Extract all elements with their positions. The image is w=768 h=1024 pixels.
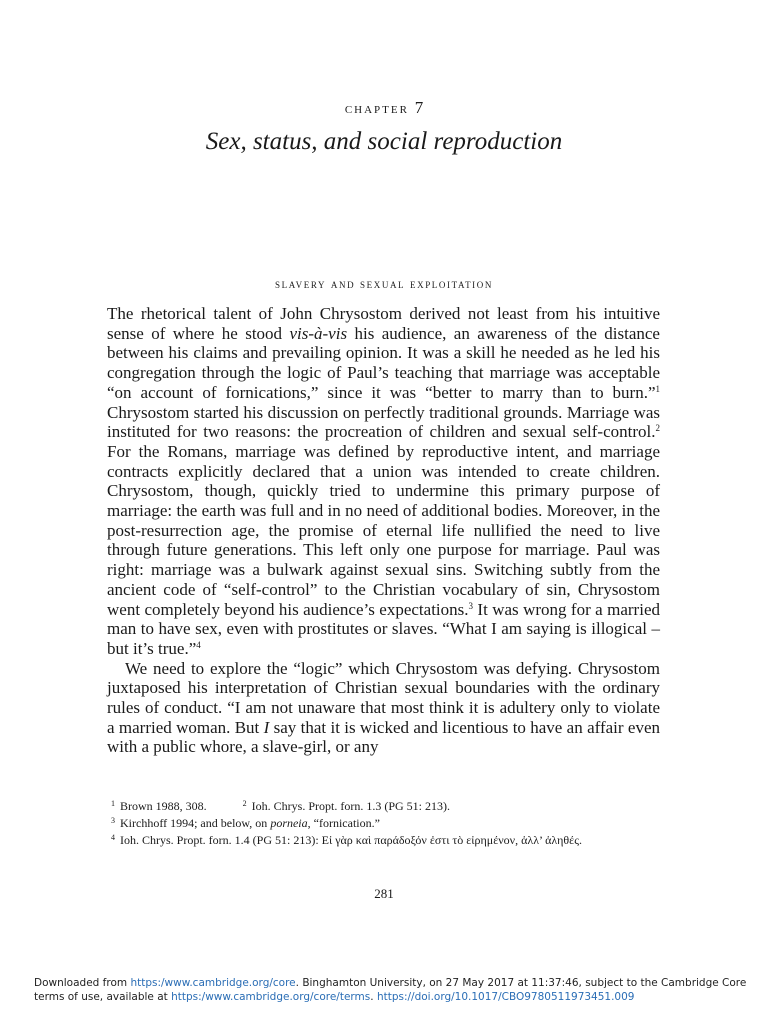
footnote-line-3 [107,832,707,849]
text-run: The rhetorical talent of John Chrysostom derived not least from his intuitive sense of where he stood [107,304,660,343]
doi-link[interactable]: https://doi.org/10.1017/CBO9780511973451.009 [376,991,635,1003]
terms-link[interactable]: https:/www.cambridge.org/core/terms [171,991,371,1003]
chapter-title: Sex, status, and social reproduction [205,128,563,155]
footnote-4: Ioh. Chrys. Propt. forn. 1.4 (PG 51: 213): Εἰ γὰρ καὶ παράδοξόν ἐστι τὸ εἰρημένον, ἀλλ’ ἀληθές. [120,833,582,847]
notice-text: . [370,991,377,1003]
body-text [107,304,660,757]
footnote-ref-2[interactable]: 2 [655,423,660,434]
text-run: his audience, an awareness of the distance between his claims and prevailing opinion. It was a skill he needed as he led his congregation through the logic of Paul’s teaching that marriage was acceptable “on account of fornications,” since it was “better to marry than to burn.” [107,323,660,402]
footnote-mark-1: 1 [111,799,115,808]
footnote-line-1 [107,798,707,815]
paragraph-2 [107,659,660,758]
page-number: 281 [374,886,394,901]
chapter-word: chapter [344,101,409,117]
text-run: We need to explore the “logic” which Chrysostom was defying. Chrysostom juxtaposed his interpretation of Christian sexual boundaries with the ordinary rules of conduct. “I am not unaware that most think it is adultery only to violate a married woman. But [107,658,660,737]
cambridge-core-link[interactable]: https:/www.cambridge.org/core [130,977,296,989]
footnote-1: Brown 1988, 308. [120,799,207,813]
footnote-ref-4[interactable]: 4 [196,639,201,650]
italic-run: I [263,717,270,737]
notice-line-1 [34,976,754,990]
footnote-line-2 [107,815,707,832]
download-notice [34,976,754,1004]
footnote-ref-3[interactable]: 3 [468,600,473,611]
text-run: say that it is wicked and licentious to have an affair even with a public whore, a slave-girl, or any [107,717,660,757]
footnote-3: Kirchhoff 1994; and below, on [120,816,271,830]
footnote-3-italic: porneia [270,816,308,830]
text-run: It was wrong for a married man to have sex, even with prostitutes or slaves. “What I am saying is illogical – but it’s true.” [107,599,660,658]
footnote-mark-4: 4 [111,833,115,842]
notice-text: Downloaded from [34,977,131,989]
notice-text: terms of use, available at [34,991,172,1003]
footnote-2: Ioh. Chrys. Propt. forn. 1.3 (PG 51: 213). [251,799,450,813]
italic-run: vis-à-vis [289,323,348,343]
notice-text: . Binghamton University, on 27 May 2017 at 11:37:46, subject to the Cambridge Core [295,977,747,989]
chapter-number: 7 [414,98,424,117]
footnote-3-end: , “fornication.” [307,816,380,830]
footnote-ref-1[interactable]: 1 [655,383,660,394]
text-run: Chrysostom started his discussion on perfectly traditional grounds. Marriage was instituted for two reasons: the procreation of children and sexual self-control. [107,402,660,442]
footnote-mark-2: 2 [242,799,247,808]
chapter-label [0,98,768,118]
footnote-mark-3: 3 [111,816,115,825]
text-run: For the Romans, marriage was defined by reproductive intent, and marriage contracts explicitly declared that a union was intended to create children. Chrysostom, though, quickly tried to undermine this primary purpose of marriage: the earth was full and in no need of additional bodies. Moreover, in the post-resurrection age, the promise of eternal life nullified the need to live through future generations. This left only one purpose for marriage. Paul was right: marriage was a bulwark against sexual sins. Switching subtly from the ancient code of “self-control” to the Christian vocabulary of sin, Chrysostom went completely beyond his audience’s expectations. [107,441,660,619]
section-heading: slavery and sexual exploitation [275,276,493,291]
notice-line-2 [34,990,754,1004]
paragraph-1 [107,304,660,659]
footnotes [107,798,707,849]
